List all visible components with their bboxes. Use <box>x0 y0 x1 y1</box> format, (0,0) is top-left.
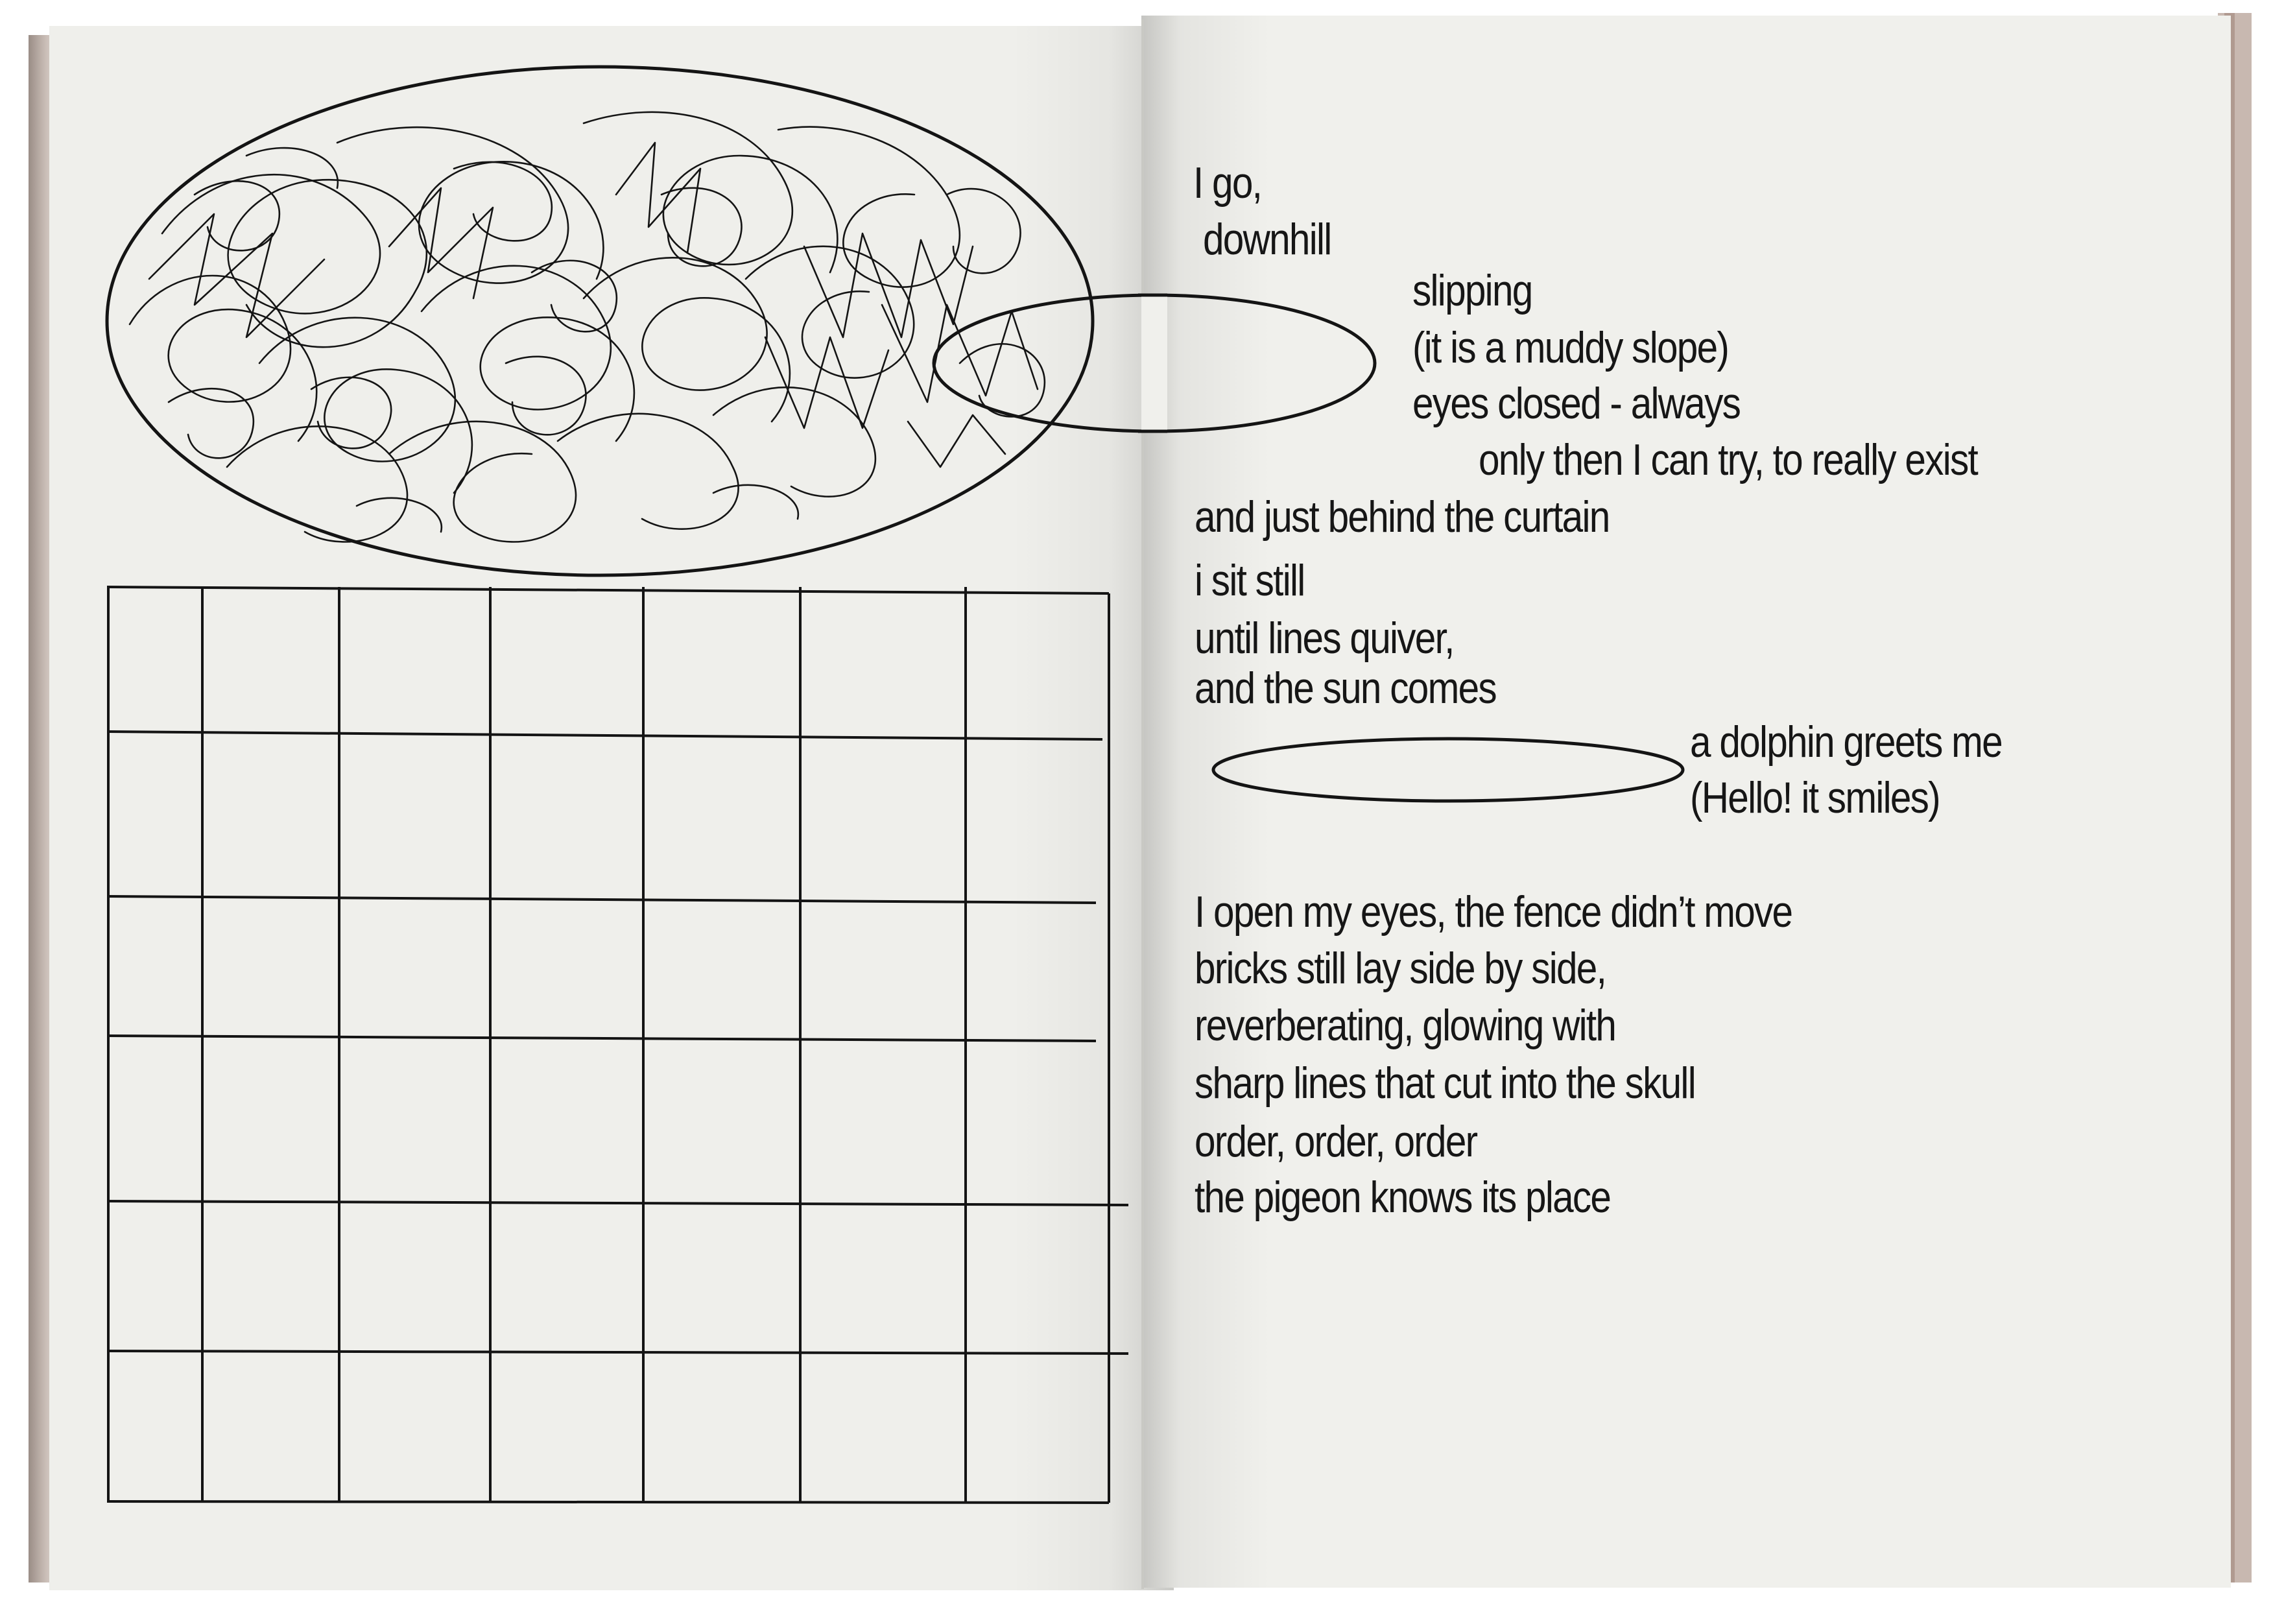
poem-line: (it is a muddy slope) <box>1412 323 1729 372</box>
poem-line: downhill <box>1203 215 1331 264</box>
poem-line: and the sun comes <box>1195 663 1496 713</box>
poem-line: slipping <box>1412 266 1532 315</box>
poem-line: I go, <box>1193 158 1262 208</box>
poem-line: sharp lines that cut into the skull <box>1195 1058 1695 1108</box>
poem-line: bricks still lay side by side, <box>1195 944 1606 993</box>
poem-line: (Hello! it smiles) <box>1690 773 1940 822</box>
poem-line: only then I can try, to really exist <box>1479 435 1978 484</box>
poem-line: i sit still <box>1195 556 1305 605</box>
poem-line: order, order, order <box>1195 1117 1477 1166</box>
poem-line: reverberating, glowing with <box>1195 1001 1616 1050</box>
poem-line: and just behind the curtain <box>1195 492 1610 542</box>
poem-line: until lines quiver, <box>1195 614 1454 663</box>
poem-line: a dolphin greets me <box>1690 717 2002 767</box>
poem-line: I open my eyes, the fence didn’t move <box>1195 887 1792 937</box>
poem-line: eyes closed - always <box>1412 379 1741 428</box>
poem-line: the pigeon knows its place <box>1195 1173 1611 1222</box>
